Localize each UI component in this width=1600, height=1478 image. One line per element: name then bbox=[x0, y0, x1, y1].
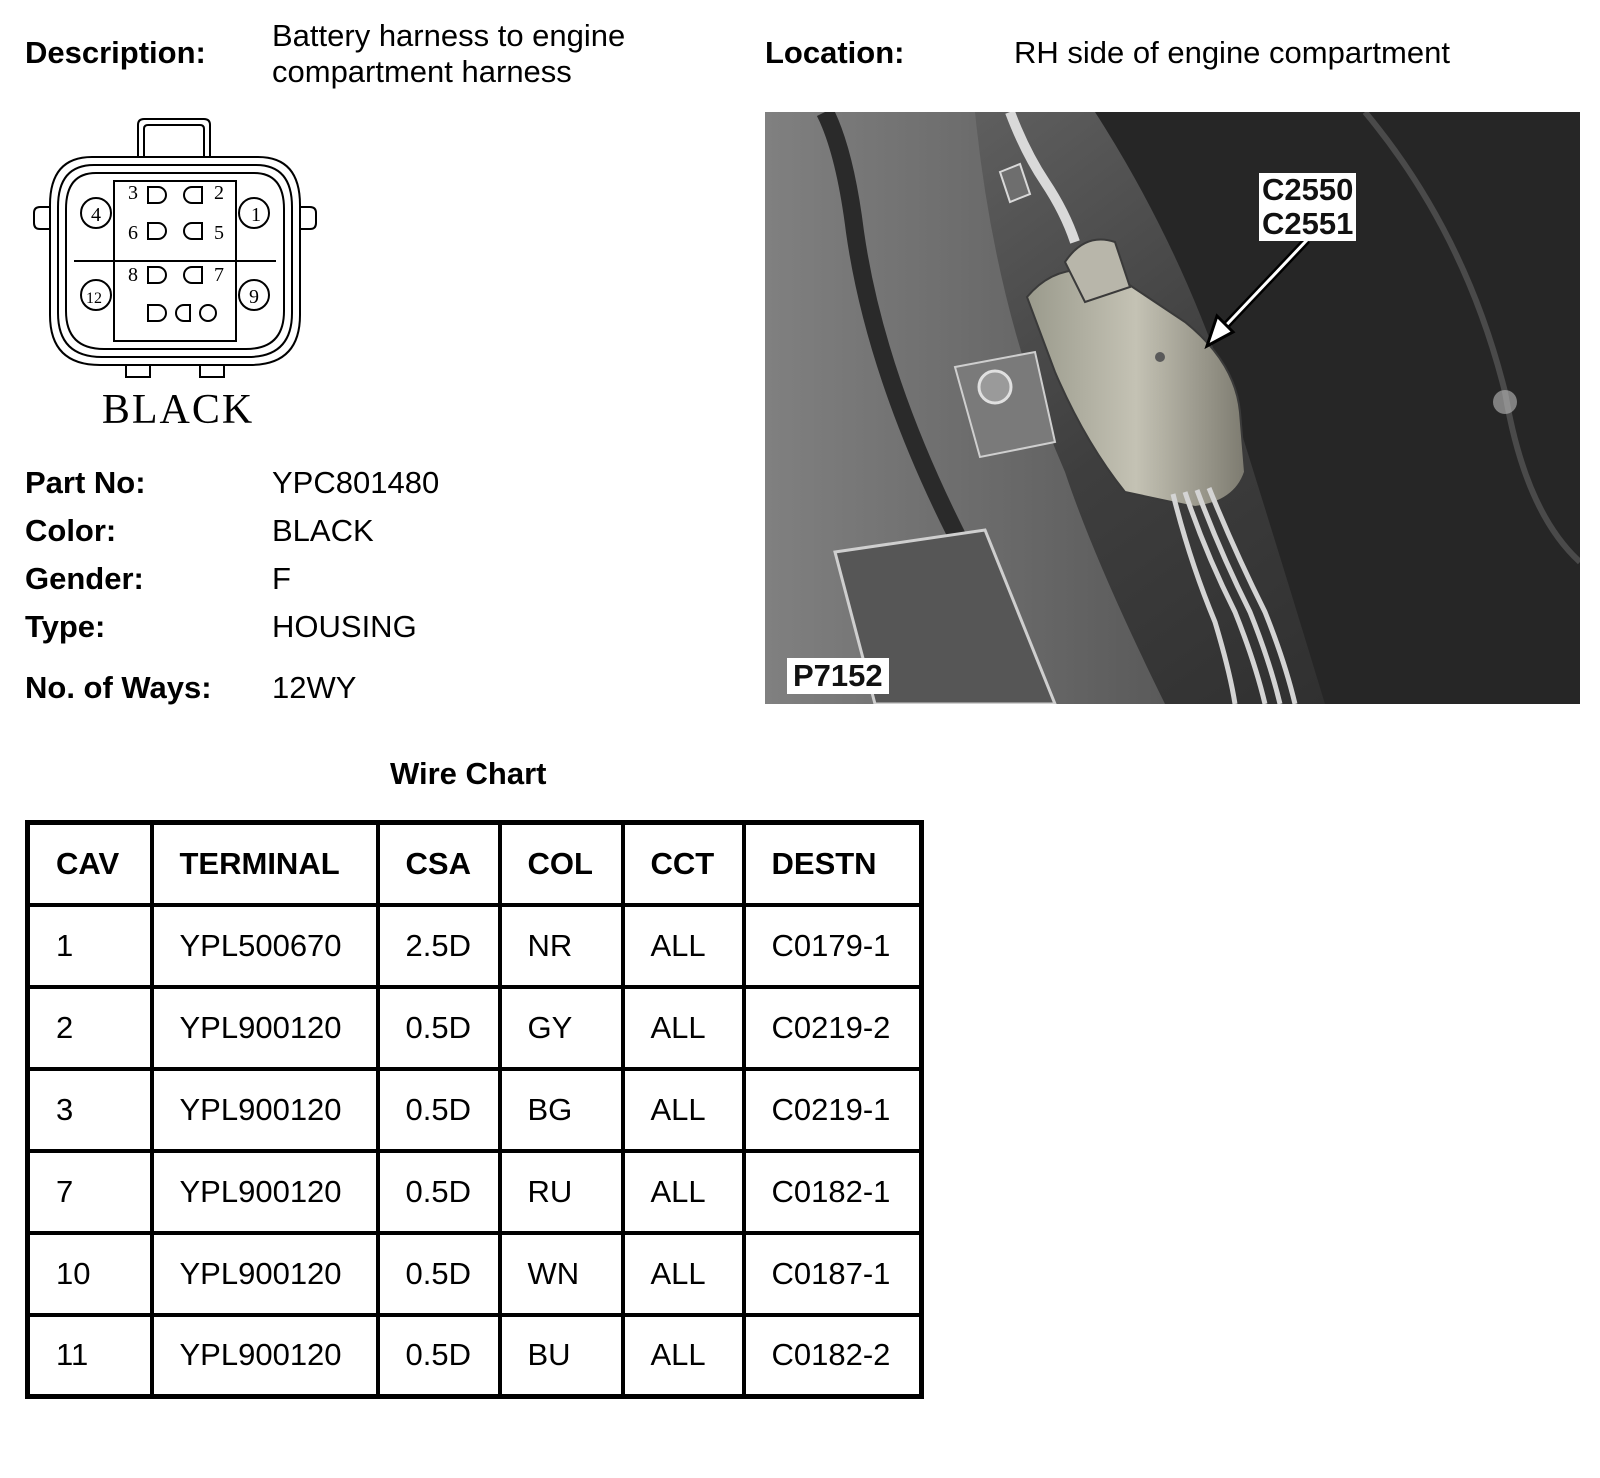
photo-id-label: P7152 bbox=[787, 658, 889, 694]
cavity-number-4: 4 bbox=[91, 204, 101, 226]
cell-terminal: YPL900120 bbox=[152, 1151, 378, 1233]
connector-outline-svg bbox=[30, 115, 330, 445]
spec-color-label: Color: bbox=[25, 513, 117, 548]
cavity-number-6: 6 bbox=[128, 222, 138, 244]
description-line-1: Battery harness to engine bbox=[272, 18, 626, 53]
cell-destn: C0219-2 bbox=[744, 987, 922, 1069]
callout-line-2: C2551 bbox=[1262, 206, 1354, 241]
spec-type-value: HOUSING bbox=[272, 609, 417, 644]
cell-destn: C0182-2 bbox=[744, 1315, 922, 1397]
cell-cct: ALL bbox=[623, 1233, 744, 1315]
spec-ways-label: No. of Ways: bbox=[25, 670, 212, 705]
description-line-2: compartment harness bbox=[272, 54, 572, 89]
spec-type-label: Type: bbox=[25, 609, 106, 644]
wire-chart-title: Wire Chart bbox=[390, 756, 547, 791]
cavity-2-shape bbox=[184, 187, 202, 203]
location-label: Location: bbox=[765, 35, 905, 70]
cell-csa: 2.5D bbox=[378, 905, 500, 987]
cell-destn: C0179-1 bbox=[744, 905, 922, 987]
table-row bbox=[28, 1069, 922, 1151]
cell-cav: 1 bbox=[28, 905, 152, 987]
description-label: Description: bbox=[25, 35, 206, 70]
cell-cct: ALL bbox=[623, 1069, 744, 1151]
cell-col: BU bbox=[500, 1315, 623, 1397]
connector-callout-label bbox=[1259, 173, 1356, 241]
location-photo bbox=[765, 112, 1580, 704]
spec-color-value: BLACK bbox=[272, 513, 374, 548]
connector-face-diagram bbox=[30, 115, 330, 445]
cell-terminal: YPL500670 bbox=[152, 905, 378, 987]
cell-col: NR bbox=[500, 905, 623, 987]
cell-cav: 3 bbox=[28, 1069, 152, 1151]
cavity-number-1: 1 bbox=[251, 204, 261, 226]
header-col: COL bbox=[500, 823, 623, 905]
cell-cav: 2 bbox=[28, 987, 152, 1069]
header-cct: CCT bbox=[623, 823, 744, 905]
cavity-number-9: 9 bbox=[249, 286, 259, 308]
cavity-number-3: 3 bbox=[128, 182, 138, 204]
cavity-5-shape bbox=[184, 223, 202, 239]
location-value: RH side of engine compartment bbox=[1014, 35, 1450, 70]
cavity-10-shape bbox=[176, 305, 190, 321]
spec-ways-value: 12WY bbox=[272, 670, 357, 705]
cell-col: RU bbox=[500, 1151, 623, 1233]
header-destn: DESTN bbox=[744, 823, 922, 905]
cavity-number-2: 2 bbox=[214, 182, 224, 204]
table-row bbox=[28, 1151, 922, 1233]
table-header-row bbox=[28, 823, 922, 905]
cell-terminal: YPL900120 bbox=[152, 1069, 378, 1151]
cell-cav: 10 bbox=[28, 1233, 152, 1315]
cell-col: WN bbox=[500, 1233, 623, 1315]
cavity-8-shape bbox=[148, 267, 166, 283]
cell-cct: ALL bbox=[623, 987, 744, 1069]
cavity-6-shape bbox=[148, 223, 166, 239]
spec-gender-label: Gender: bbox=[25, 561, 144, 596]
wire-chart-table bbox=[25, 820, 924, 1399]
connector-color-label: BLACK bbox=[101, 387, 255, 433]
table-row bbox=[28, 1233, 922, 1315]
cell-col: GY bbox=[500, 987, 623, 1069]
table-row bbox=[28, 987, 922, 1069]
cell-terminal: YPL900120 bbox=[152, 987, 378, 1069]
header-cav: CAV bbox=[28, 823, 152, 905]
cell-cct: ALL bbox=[623, 1315, 744, 1397]
cavity-7-shape bbox=[184, 267, 202, 283]
cell-destn: C0182-1 bbox=[744, 1151, 922, 1233]
cell-destn: C0187-1 bbox=[744, 1233, 922, 1315]
cell-csa: 0.5D bbox=[378, 1315, 500, 1397]
spec-part-no-label: Part No: bbox=[25, 465, 146, 500]
cell-destn: C0219-1 bbox=[744, 1069, 922, 1151]
callout-line-1: C2550 bbox=[1262, 172, 1354, 207]
cell-csa: 0.5D bbox=[378, 1069, 500, 1151]
cell-csa: 0.5D bbox=[378, 1151, 500, 1233]
cavity-number-12: 12 bbox=[86, 290, 102, 307]
spec-part-no-value: YPC801480 bbox=[272, 465, 440, 500]
cell-cct: ALL bbox=[623, 905, 744, 987]
cavity-11-shape bbox=[148, 305, 166, 321]
cell-terminal: YPL900120 bbox=[152, 1315, 378, 1397]
table-row bbox=[28, 905, 922, 987]
cell-col: BG bbox=[500, 1069, 623, 1151]
cell-terminal: YPL900120 bbox=[152, 1233, 378, 1315]
header-terminal: TERMINAL bbox=[152, 823, 378, 905]
cavity-3-shape bbox=[148, 187, 166, 203]
spec-gender-value: F bbox=[272, 561, 291, 596]
engine-bay-photo-illustration bbox=[765, 112, 1580, 704]
cell-csa: 0.5D bbox=[378, 1233, 500, 1315]
header-csa: CSA bbox=[378, 823, 500, 905]
cavity-number-5: 5 bbox=[214, 222, 224, 244]
cavity-number-7: 7 bbox=[214, 264, 224, 286]
cell-csa: 0.5D bbox=[378, 987, 500, 1069]
cell-cct: ALL bbox=[623, 1151, 744, 1233]
description-value bbox=[272, 18, 702, 90]
cavity-number-8: 8 bbox=[128, 264, 138, 286]
cell-cav: 7 bbox=[28, 1151, 152, 1233]
table-row bbox=[28, 1315, 922, 1397]
cell-cav: 11 bbox=[28, 1315, 152, 1397]
